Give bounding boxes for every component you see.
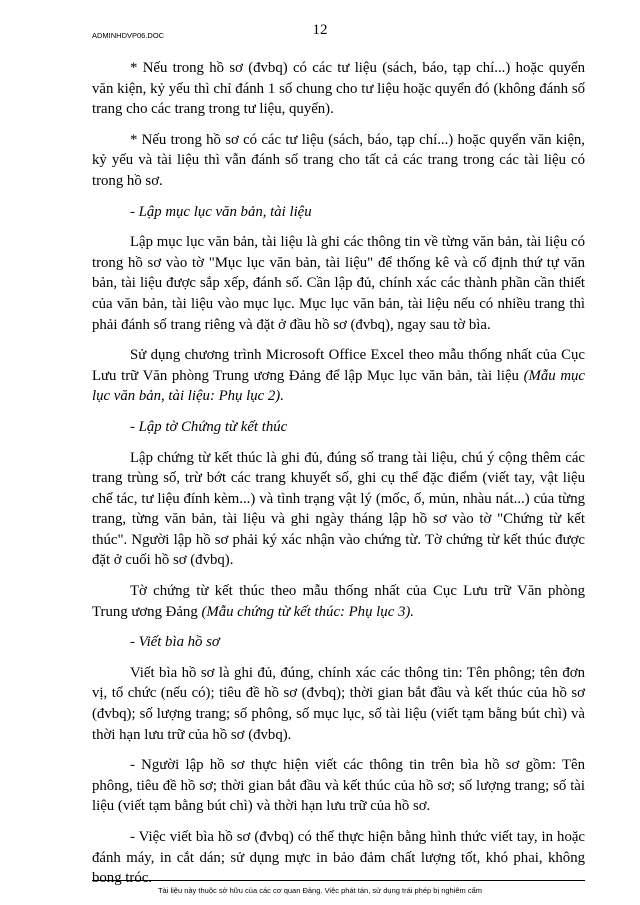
document-id: ADMINHDVP06.DOC xyxy=(92,31,165,40)
paragraph-closing-record-template: Tờ chứng từ kết thúc theo mẫu thống nhất của Cục Lưu trữ Văn phòng Trung ương Đảng (Mẫu chứng từ kết thúc: Phụ lục 3). xyxy=(92,583,585,620)
paragraph-index-desc: Lập mục lục văn bản, tài liệu là ghi các thông tin về từng văn bản, tài liệu có trong hồ sơ vào tờ "Mục lục văn bản, tài liệu" để thống kê và cố định thứ tự văn bản, tài liệu được sắp xếp, đánh số. Cần lập đủ, chính xác các thành phần cần thiết của văn bản, tài liệu vào mục lục. Mục lục văn bản, tài liệu nếu có nhiều trang thì phải đánh số trang riêng và đặt ở đầu hồ sơ (đvbq), ngay sau tờ bìa. xyxy=(92,234,585,333)
section-heading-closing-record: - Lập tờ Chứng từ kết thúc xyxy=(130,418,288,435)
paragraph-note-2: * Nếu trong hồ sơ có các tư liệu (sách, báo, tạp chí...) hoặc quyển văn kiện, kỷ yếu và tài liệu thì vẫn đánh số trang cho tất cả các trang trong các tài liệu có trong hồ sơ. xyxy=(92,131,585,189)
document-body xyxy=(92,58,585,899)
footer-divider xyxy=(92,880,585,881)
paragraph-cover-person: - Người lập hồ sơ thực hiện viết các thông tin trên bìa hồ sơ gồm: Tên phông, tiêu đề hồ sơ; thời gian bắt đầu và kết thúc của hồ sơ; số lượng trang; số tài liệu (viết tạm bằng bút chì) và thời hạn lưu trữ của hồ sơ. xyxy=(92,757,585,815)
section-heading-index: - Lập mục lục văn bản, tài liệu xyxy=(130,203,312,220)
page-number: 12 xyxy=(312,22,328,38)
paragraph-closing-record-desc: Lập chứng từ kết thúc là ghi đủ, đúng số trang tài liệu, chú ý cộng thêm các trang trùng số, trừ bớt các trang khuyết số, ghi cụ thể đặc điểm (viết tay, vật liệu chế tác, tư liệu đính kèm...) và tình trạng vật lý (mốc, ố, mủn, nhàu nát...) của từng trang, từng văn bản, tài liệu và ghi ngày tháng lập hồ sơ vào tờ "Chứng từ kết thúc". Người lập hồ sơ phải ký xác nhận vào chứng từ. Tờ chứng từ kết thúc được đặt ở cuối hồ sơ (đvbq). xyxy=(92,449,585,569)
paragraph-cover-method: - Việc viết bìa hồ sơ (đvbq) có thể thực hiện bằng hình thức viết tay, in hoặc đánh máy, in cắt dán; sử dụng mực in bảo đảm chất lượng tốt, khó phai, không bong tróc. xyxy=(92,829,585,887)
paragraph-note-1: * Nếu trong hồ sơ (đvbq) có các tư liệu (sách, báo, tạp chí...) hoặc quyển văn kiện, kỷ yếu thì chỉ đánh 1 số chung cho tư liệu hoặc quyển đó (không đánh số trang cho các trang trong tư liệu, quyển). xyxy=(92,60,585,118)
paragraph-cover-desc: Viết bìa hồ sơ là ghi đủ, đúng, chính xác các thông tin: Tên phông; tên đơn vị, tổ chức (nếu có); tiêu đề hồ sơ (đvbq); thời gian bắt đầu và kết thúc của hồ sơ (đvbq); số lượng trang; số phông, số mục lục, số tài liệu (viết tạm bằng bút chì) và thời hạn lưu trữ của hồ sơ (đvbq). xyxy=(92,664,585,743)
paragraph-index-excel: Sử dụng chương trình Microsoft Office Excel theo mẫu thống nhất của Cục Lưu trữ Văn phòng Trung ương Đảng để lập Mục lục văn bản, tài liệu (Mẫu mục lục văn bản, tài liệu: Phụ lục 2). xyxy=(92,347,585,405)
footer-notice: Tài liệu này thuộc sở hữu của các cơ quan Đảng. Việc phát tán, sử dụng trái phép bị nghiêm cấm xyxy=(157,886,483,895)
section-heading-cover: - Viết bìa hồ sơ xyxy=(130,634,220,651)
